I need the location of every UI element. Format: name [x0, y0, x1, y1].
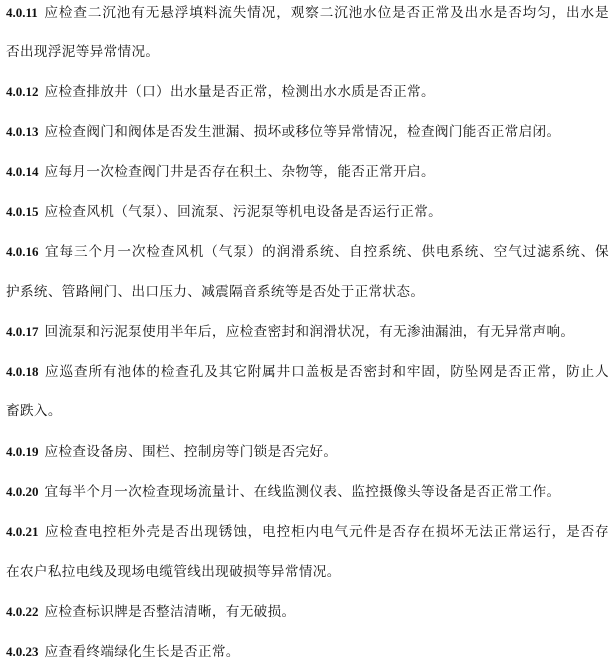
clause-text-continued: 护系统、管路闸门、出口压力、减震隔音系统等是否处于正常状态。 — [6, 284, 425, 300]
clause-4-0-13 — [6, 120, 609, 144]
clause-4-0-21-line-1 — [6, 520, 609, 544]
clause-text: 应每月一次检查阀门井是否存在积土、杂物等，能否正常开启。 — [44, 164, 435, 180]
clause-number: 4.0.13 — [6, 124, 39, 139]
clause-text: 宜每半个月一次检查现场流量计、在线监测仪表、监控摄像头等设备是否正常工作。 — [44, 484, 561, 500]
clause-4-0-14 — [6, 160, 609, 184]
clause-number: 4.0.17 — [6, 324, 39, 339]
clause-number: 4.0.19 — [6, 444, 39, 459]
clause-text: 应检查设备房、围栏、控制房等门锁是否完好。 — [44, 444, 338, 460]
clause-text: 应检查风机（气泵）、回流泵、污泥泵等机电设备是否运行正常。 — [44, 204, 443, 220]
clause-4-0-15 — [6, 200, 609, 224]
clause-text-continued: 畜跌入。 — [6, 403, 62, 419]
clause-number: 4.0.12 — [6, 84, 39, 99]
clause-number: 4.0.23 — [6, 644, 39, 659]
clause-text: 回流泵和污泥泵使用半年后，应检查密封和润滑状况，有无渗油漏油，有无异常声响。 — [44, 324, 575, 340]
clause-number: 4.0.21 — [6, 524, 39, 539]
clause-number: 4.0.20 — [6, 484, 39, 499]
clause-text-continued: 在农户私拉电线及现场电缆管线出现破损等异常情况。 — [6, 564, 341, 580]
clause-number: 4.0.14 — [6, 164, 39, 179]
clause-4-0-16-line-2 — [6, 280, 609, 304]
clause-4-0-20 — [6, 480, 609, 504]
clause-text: 宜每三个月一次检查风机（气泵）的润滑系统、自控系统、供电系统、空气过滤系统、保 — [44, 244, 609, 260]
clause-4-0-16-line-1 — [6, 240, 609, 264]
clause-number: 4.0.15 — [6, 204, 39, 219]
clause-4-0-18-line-1 — [6, 360, 609, 384]
clause-text: 应检查二沉池有无悬浮填料流失情况，观察二沉池水位是否正常及出水是否均匀，出水是 — [43, 5, 609, 21]
clause-4-0-11-line-1 — [6, 1, 609, 25]
clause-4-0-23 — [6, 640, 609, 664]
clause-4-0-21-line-2 — [6, 560, 609, 584]
clause-4-0-19 — [6, 440, 609, 464]
clause-4-0-18-line-2 — [6, 399, 609, 423]
clause-text-continued: 否出现浮泥等异常情况。 — [6, 44, 160, 60]
clause-number: 4.0.18 — [6, 364, 39, 379]
clause-4-0-17 — [6, 320, 609, 344]
clause-text: 应巡查所有池体的检查孔及其它附属井口盖板是否密封和牢固，防坠网是否正常，防止人 — [44, 364, 609, 380]
clause-4-0-11-line-2 — [6, 40, 609, 64]
clause-4-0-12 — [6, 80, 609, 104]
clause-text: 应检查电控柜外壳是否出现锈蚀，电控柜内电气元件是否存在损坏无法正常运行，是否存 — [44, 524, 609, 540]
clause-number: 4.0.11 — [6, 5, 38, 20]
clause-text: 应查看终端绿化生长是否正常。 — [44, 644, 240, 660]
clause-number: 4.0.16 — [6, 244, 39, 259]
clause-number: 4.0.22 — [6, 604, 39, 619]
clause-text: 应检查标识牌是否整洁清晰，有无破损。 — [44, 604, 296, 620]
clause-text: 应检查阀门和阀体是否发生泄漏、损坏或移位等异常情况，检查阀门能否正常启闭。 — [44, 124, 561, 140]
clause-text: 应检查排放井（口）出水量是否正常，检测出水水质是否正常。 — [44, 84, 435, 100]
clause-4-0-22 — [6, 600, 609, 624]
